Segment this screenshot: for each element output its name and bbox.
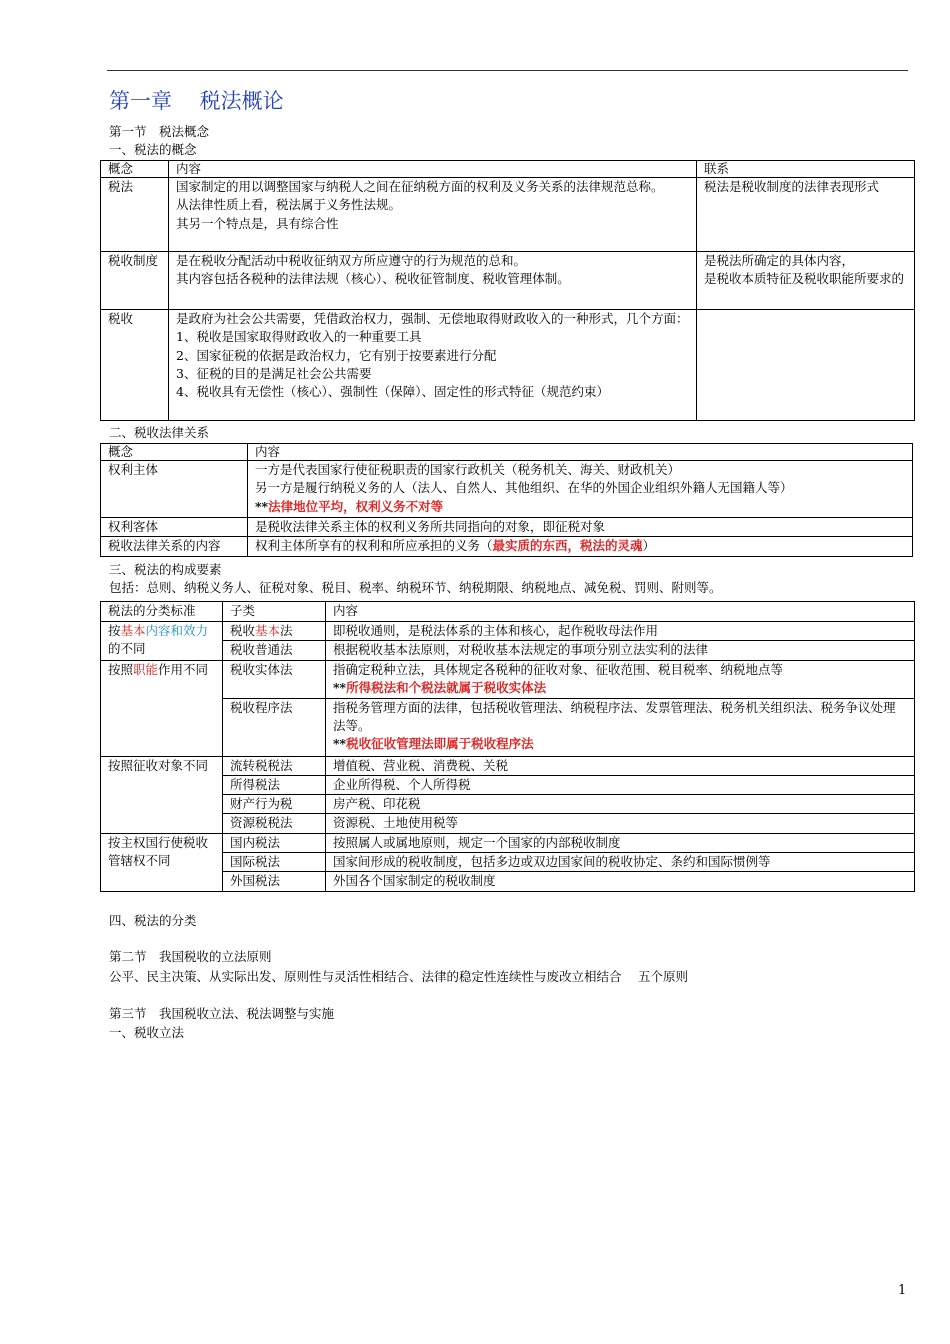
- chapter-title: 第一章 税法概论: [109, 89, 284, 113]
- table-cell-concept: 税收: [101, 310, 169, 421]
- note-prefix: **: [333, 679, 347, 695]
- content-line: [255, 498, 905, 516]
- content-cell: 即税收通则，是税法体系的主体和核心，起作税收母法作用: [326, 622, 915, 641]
- highlight-text: 基本: [255, 623, 281, 638]
- table-header: 税法的分类标准: [101, 602, 223, 622]
- content-cell: 外国各个国家制定的税收制度: [326, 872, 915, 891]
- subclass-cell: 所得税法: [223, 775, 326, 794]
- table-header: 概念: [101, 444, 248, 461]
- table-cell-relation: [697, 178, 915, 252]
- relation-line: 是税收本质特征及税收职能所要求的: [704, 271, 905, 287]
- content-line: 指确定税种立法，具体规定各税种的征收对象、征收范围、税目税率、纳税地点等: [333, 661, 784, 677]
- table-cell-content: [169, 310, 697, 421]
- subclass-cell: 流转税税法: [223, 756, 326, 775]
- tax-legal-relation-table: [100, 443, 913, 557]
- content-line: 从法律性质上看，税法属于义务性法规。: [176, 197, 402, 213]
- classification-criterion: 按照征收对象不同: [101, 756, 223, 833]
- subclass-cell: 国内税法: [223, 833, 326, 852]
- table-header: 概念: [101, 161, 169, 178]
- content-line: 1、税收是国家取得财政收入的一种重要工具: [176, 329, 422, 345]
- subsection-heading: 二、税收法律关系: [109, 425, 210, 440]
- content-cell: 资源税、土地使用税等: [326, 814, 915, 833]
- subclass-cell: 税收程序法: [223, 698, 326, 756]
- table-header: 内容: [248, 444, 913, 461]
- content-line: 一方是代表国家行使征税职责的国家行政机关（税务机关、海关、财政机关）: [255, 462, 681, 477]
- classification-criterion: [101, 660, 223, 756]
- table-cell-content: [169, 178, 697, 252]
- subclass-text: 法: [280, 623, 293, 638]
- content-line: [333, 679, 907, 697]
- content-cell: [326, 698, 915, 756]
- highlight-text: 最实质的东西，税法的灵魂: [492, 538, 643, 554]
- table-header: 联系: [697, 161, 915, 178]
- section-heading: 第二节 我国税收的立法原则: [109, 949, 272, 964]
- tax-law-classification-table: [100, 601, 915, 892]
- table-header: 子类: [223, 602, 326, 622]
- subsection-heading: 三、税法的构成要素: [109, 562, 222, 577]
- page-number: 1: [898, 1283, 907, 1298]
- table-cell-relation: [697, 310, 915, 421]
- classification-criterion: [101, 622, 223, 661]
- section-heading: 第三节 我国税收立法、税法调整与实施: [109, 1006, 335, 1021]
- criterion-text: 按: [108, 623, 121, 638]
- highlight-text: 法律地位平均，权利义务不对等: [268, 498, 444, 514]
- note-prefix: **: [333, 736, 347, 752]
- content-cell: 根据税收基本法原则，对税收基本法规定的事项分别立法实利的法律: [326, 641, 915, 660]
- classification-criterion: 按主权国行使税收管辖权不同: [101, 833, 223, 891]
- subclass-cell: 资源税税法: [223, 814, 326, 833]
- subclass-cell: 国际税法: [223, 853, 326, 872]
- content-line: 4、税收具有无偿性（核心）、强制性（保障）、固定性的形式特征（规范约束）: [176, 384, 609, 400]
- relation-line: 税法是税收制度的法律表现形式: [704, 179, 880, 194]
- tax-law-concept-table: [100, 160, 915, 421]
- table-cell-concept: 税收法律关系的内容: [101, 537, 248, 556]
- subclass-text: 税收: [230, 623, 256, 638]
- highlight-text: 所得税法和个税法就属于税收实体法: [346, 679, 547, 695]
- content-cell: 增值税、营业税、消费税、关税: [326, 756, 915, 775]
- content-cell: 按照属人或属地原则，规定一个国家的内部税收制度: [326, 833, 915, 852]
- content-line: 3、征税的目的是满足社会公共需要: [176, 365, 372, 381]
- subclass-cell: 财产行为税: [223, 795, 326, 814]
- table-cell-content: 是税收法律关系主体的权利义务所共同指向的对象，即征税对象: [248, 518, 913, 537]
- header-rule: [107, 70, 908, 71]
- subsection-heading: 四、税法的分类: [109, 913, 197, 928]
- criterion-text: 的不同: [108, 641, 146, 657]
- content-cell: 企业所得税、个人所得税: [326, 775, 915, 794]
- highlight-text: 职能: [133, 661, 159, 677]
- content-text: ）: [642, 538, 656, 554]
- note-prefix: **: [255, 498, 269, 514]
- table-cell-content: [248, 461, 913, 518]
- subclass-cell: [223, 622, 326, 641]
- criterion-text: 作用不同: [158, 661, 209, 677]
- subclass-cell: 外国税法: [223, 872, 326, 891]
- highlight-text: 基本: [120, 623, 146, 638]
- content-text: 权利主体所享有的权利和所应承担的义务（: [255, 538, 493, 554]
- content-cell: [326, 660, 915, 698]
- subsection-heading: 一、税收立法: [109, 1025, 185, 1040]
- content-line: 是在税收分配活动中税收征纳双方所应遵守的行为规范的总和。: [176, 253, 527, 268]
- table-cell-content: [169, 252, 697, 310]
- content-line: 其内容包括各税种的法律法规（核心）、税收征管制度、税收管理体制。: [176, 271, 570, 287]
- table-header: 内容: [169, 161, 697, 178]
- content-line: 指税务管理方面的法律，包括税收管理法、纳税程序法、发票管理法、税务机关组织法、税务争议处理法等。: [333, 699, 896, 733]
- subclass-cell: 税收实体法: [223, 660, 326, 698]
- subclass-cell: 税收普通法: [223, 641, 326, 660]
- content-line: 另一方是履行纳税义务的人（法人、自然人、其他组织、在华的外国企业组织外籍人无国籍人等）: [255, 480, 793, 496]
- highlight-text: 内容和效: [145, 623, 196, 638]
- table-cell-relation: [697, 252, 915, 310]
- content-cell: 国家间形成的税收制度，包括多边或双边国家间的税收协定、条约和国际惯例等: [326, 853, 915, 872]
- table-cell-concept: 税法: [101, 178, 169, 252]
- criterion-text: 按照: [108, 661, 134, 677]
- principles-text: 公平、民主决策、从实际出发、原则性与灵活性相结合、法律的稳定性连续性与废改立相结合 五个原则: [109, 969, 688, 984]
- highlight-text: 力: [195, 623, 209, 638]
- content-line: 2、国家征税的依据是政治权力，它有别于按要素进行分配: [176, 347, 497, 363]
- content-cell: 房产税、印花税: [326, 795, 915, 814]
- content-line: 其另一个特点是，具有综合性: [176, 215, 339, 231]
- content-line: 国家制定的用以调整国家与纳税人之间在征纳税方面的权利及义务关系的法律规范总称。: [176, 179, 664, 194]
- table-cell-concept: 权利客体: [101, 518, 248, 537]
- section-heading: 第一节 税法概念: [109, 124, 210, 139]
- table-cell-concept: 税收制度: [101, 252, 169, 310]
- table-header: 内容: [326, 602, 915, 622]
- subsection-heading: 一、税法的概念: [109, 142, 197, 157]
- relation-line: 是税法所确定的具体内容，: [704, 253, 855, 268]
- elements-text: 包括：总则、纳税义务人、征税对象、税目、税率、纳税环节、纳税期限、纳税地点、减免税、罚则、附则等。: [109, 580, 722, 595]
- content-line: 是政府为社会公共需要，凭借政治权力，强制、无偿地取得财政收入的一种形式，几个方面：: [176, 311, 689, 326]
- table-cell-content: [248, 537, 913, 556]
- content-line: [333, 735, 907, 753]
- table-cell-concept: 权利主体: [101, 461, 248, 518]
- highlight-text: 税收征收管理法即属于税收程序法: [346, 736, 534, 752]
